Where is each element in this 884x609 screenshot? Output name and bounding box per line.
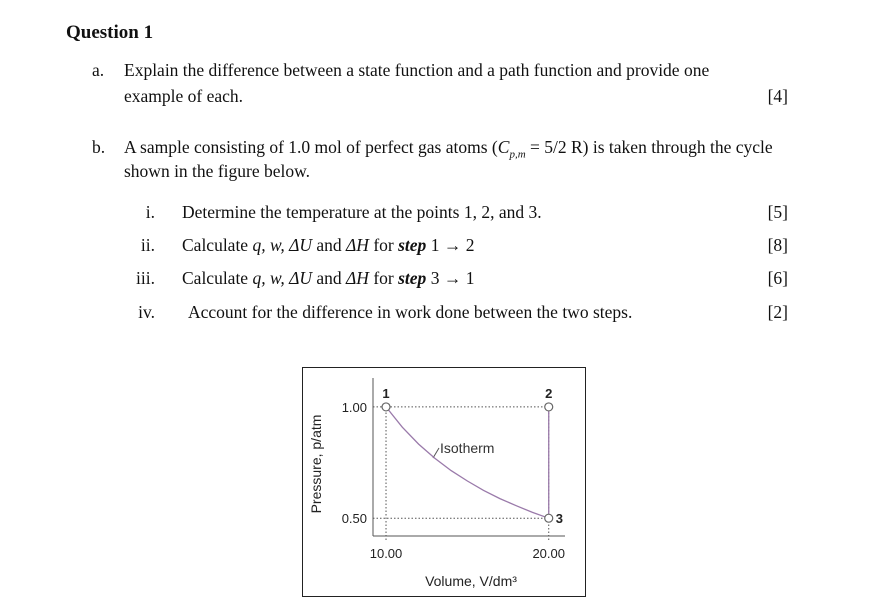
- item-i-marks: [5]: [767, 202, 788, 222]
- part-a-label: a.: [92, 60, 105, 80]
- item-iii-label: iii.: [136, 268, 155, 288]
- series-line-isotherm: [386, 407, 549, 518]
- item-ii-marks: [8]: [767, 235, 788, 255]
- item-iii-marks: [6]: [767, 268, 788, 288]
- item-iv-text: Account for the difference in work done between the two steps.: [188, 302, 633, 322]
- item-iii-text: Calculate q, w, ΔU and ΔH for step 3 → 1: [182, 268, 475, 288]
- part-a-line2: example of each.: [124, 86, 244, 106]
- item-i-text: Determine the temperature at the points 1, 2, and 3.: [182, 202, 542, 222]
- pv-diagram-svg: [303, 368, 584, 595]
- item-ii-text: Calculate q, w, ΔU and ΔH for step 1 → 2: [182, 235, 475, 255]
- part-a-marks: [4]: [767, 86, 788, 106]
- isotherm-label-leader: [433, 448, 439, 458]
- pv-diagram-figure: [302, 367, 586, 597]
- point-label-3: 3: [555, 511, 563, 527]
- item-i-label: i.: [145, 202, 155, 222]
- item-iv-marks: [2]: [767, 302, 788, 322]
- x-axis-title: Volume, V/dm³: [425, 573, 517, 589]
- point-label-2: 2: [545, 385, 553, 401]
- item-iv-label: iv.: [138, 302, 155, 322]
- y-axis-title: Pressure, p/atm: [308, 414, 324, 514]
- item-ii-label: ii.: [140, 235, 155, 255]
- point-label-1: 1: [382, 385, 390, 401]
- data-point-3: [545, 514, 553, 522]
- part-b-line2: shown in the figure below.: [124, 161, 310, 181]
- x-tick-label: 20.00: [532, 546, 566, 561]
- data-point-2: [545, 403, 553, 411]
- question-title: Question 1: [66, 22, 154, 43]
- y-tick-label: 0.50: [341, 511, 367, 527]
- part-a-line1: Explain the difference between a state function and a path function and provide one: [124, 60, 710, 80]
- isotherm-label: Isotherm: [440, 440, 495, 456]
- x-tick-label: 10.00: [369, 546, 403, 561]
- part-b-line1: A sample consisting of 1.0 mol of perfect gas atoms ($C_{p,m} = 5/2$ R) is taken through the cycle: [124, 137, 773, 161]
- y-tick-label: 1.00: [341, 399, 367, 415]
- part-b-label: b.: [92, 137, 106, 157]
- data-point-1: [382, 403, 390, 411]
